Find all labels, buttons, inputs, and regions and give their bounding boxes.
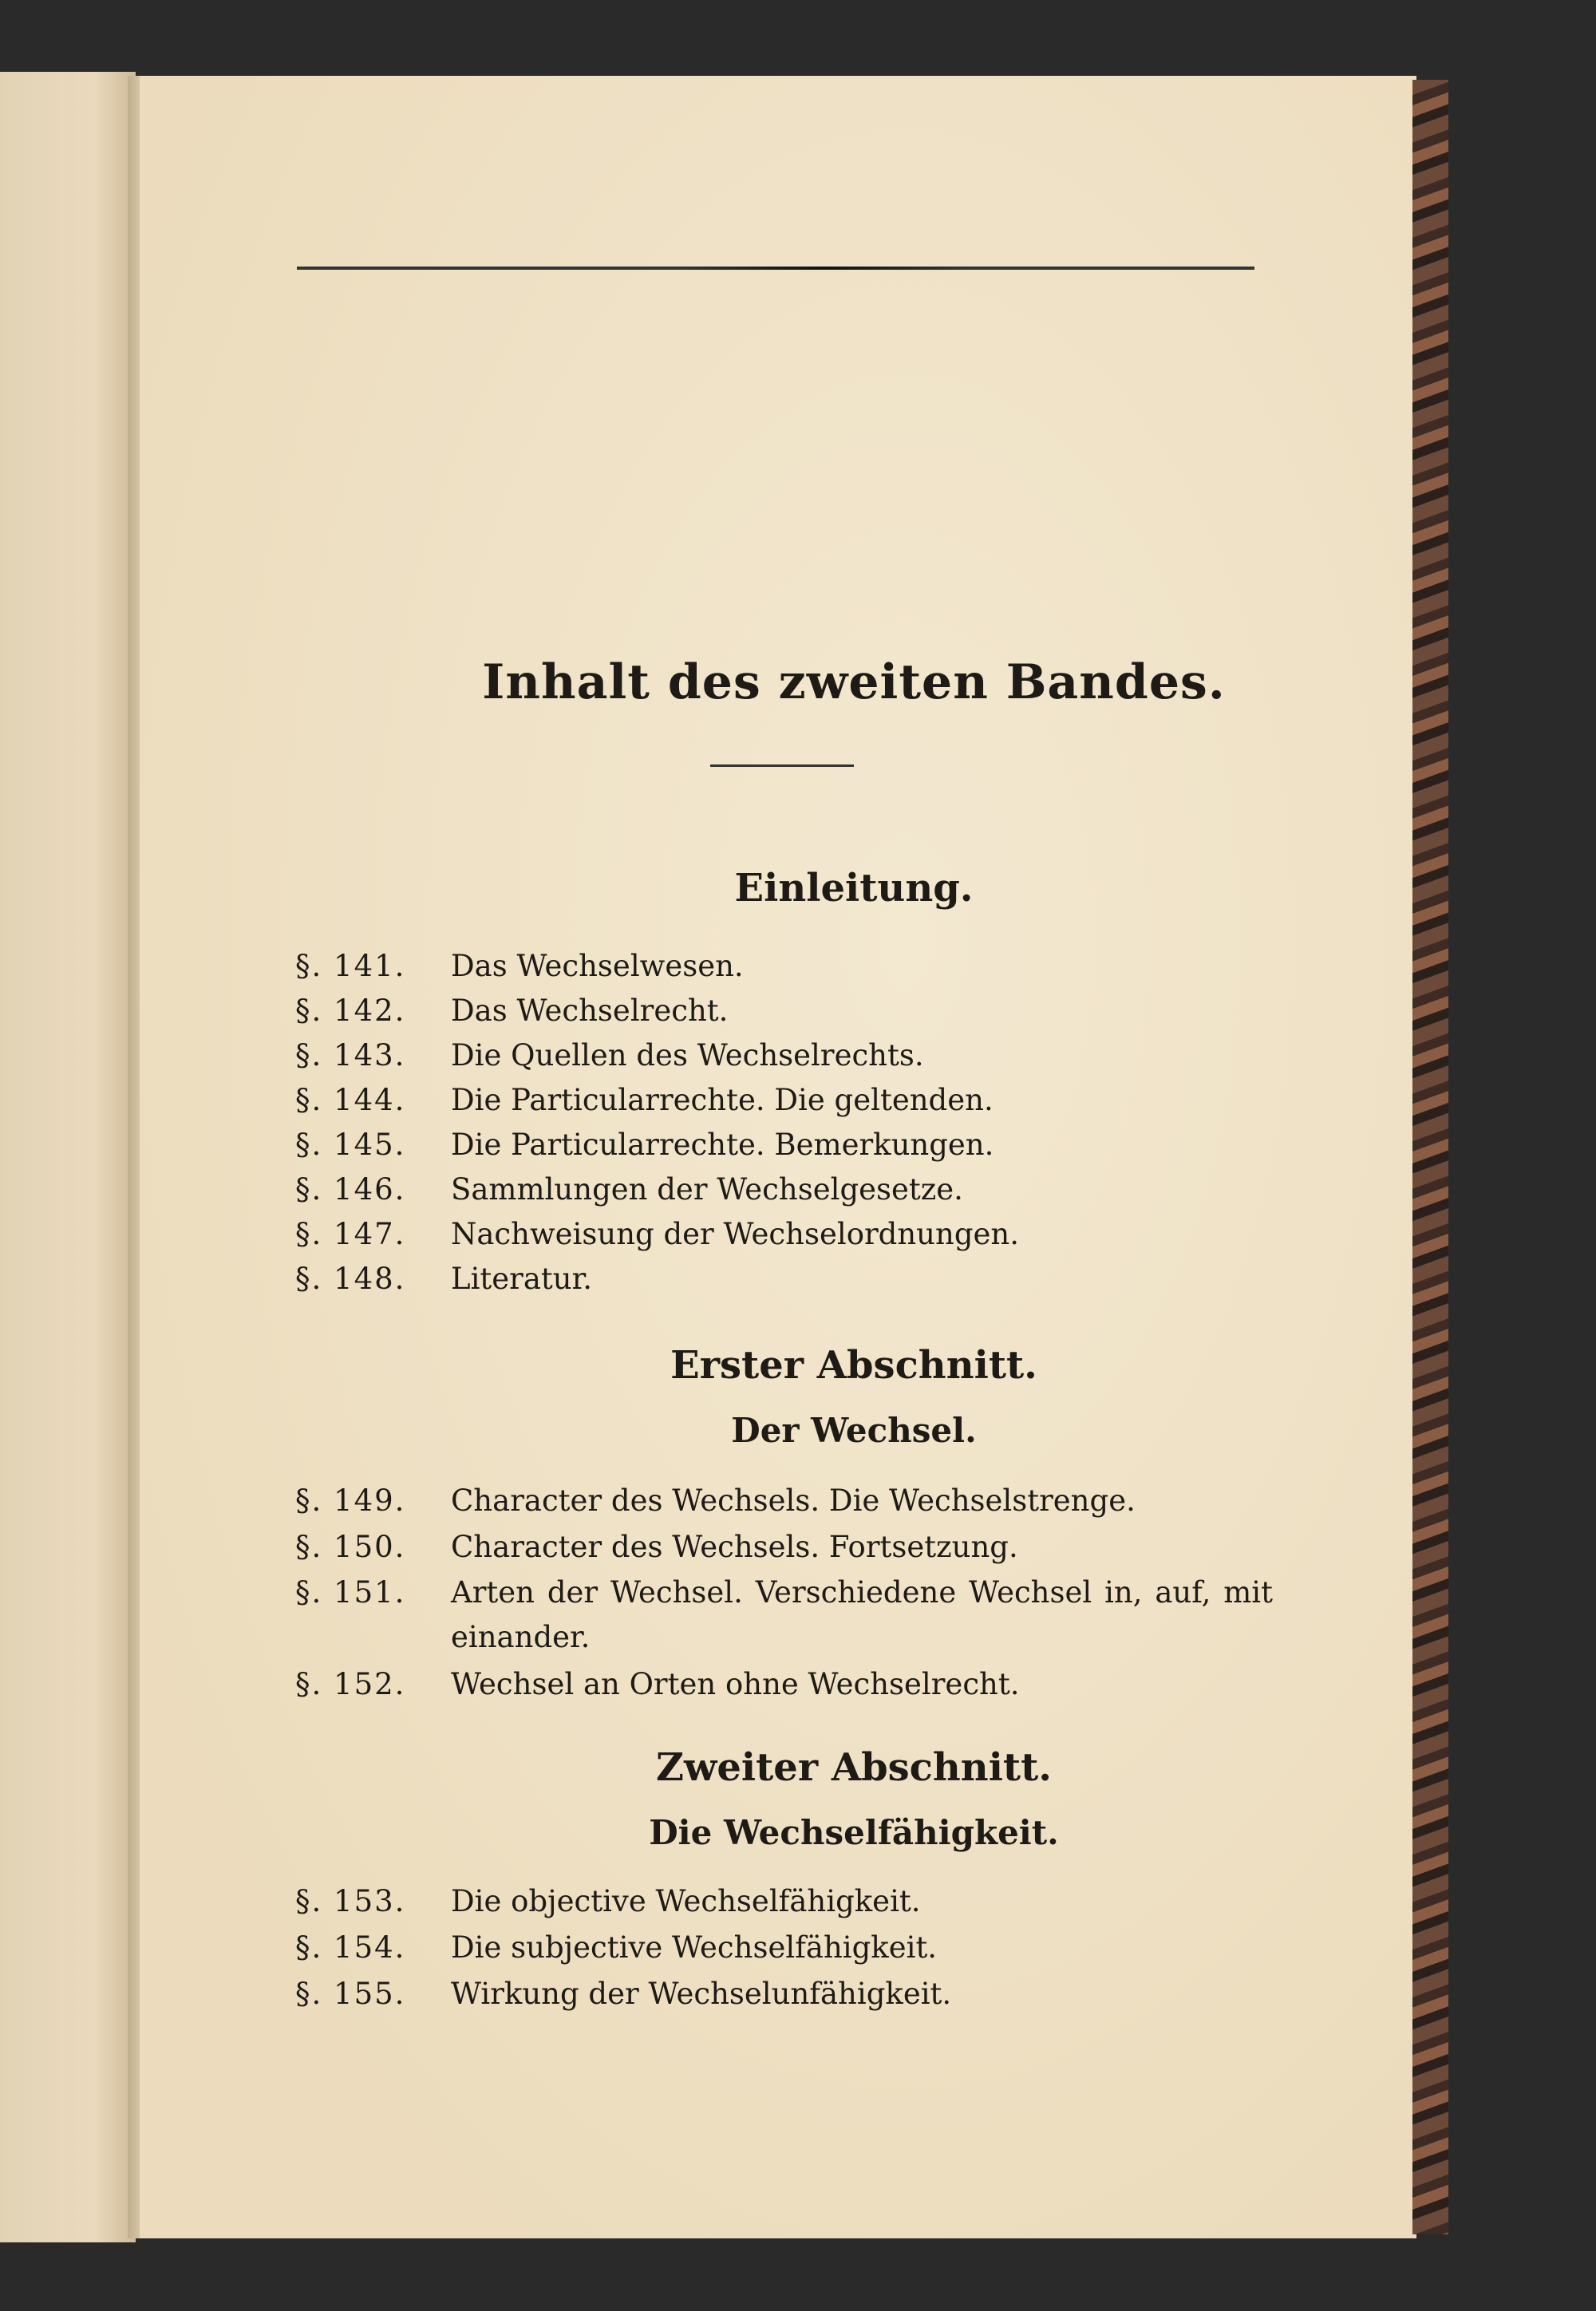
entry-number: §. 147. <box>295 1217 406 1251</box>
entry-number: §. 143. <box>295 1038 406 1073</box>
entry-text: Das Wechselwesen. <box>451 949 744 983</box>
entry-text: Character des Wechsels. Die Wechselstrenge. <box>451 1483 1136 1518</box>
page-title: Inhalt des zweiten Bandes. <box>482 654 1226 710</box>
entry-number: §. 149. <box>295 1483 406 1518</box>
entry-number: §. 153. <box>295 1884 406 1918</box>
entry-number: §. 144. <box>295 1083 406 1117</box>
entry-number: §. 142. <box>295 994 406 1028</box>
entry-number: §. 148. <box>295 1262 406 1296</box>
entry-number: §. 155. <box>295 1977 406 2011</box>
section-heading-zweiter-abschnitt: Zweiter Abschnitt. <box>656 1745 1052 1790</box>
section-subheading: Der Wechsel. <box>731 1411 977 1450</box>
entry-number: §. 141. <box>295 949 406 983</box>
section-heading-einleitung: Einleitung. <box>734 866 974 911</box>
entry-number: §. 154. <box>295 1930 406 1965</box>
entry-text: Arten der Wechsel. Verschiedene Wechsel in, auf, mit einander. <box>451 1575 1273 1654</box>
entry-number: §. 151. <box>295 1575 406 1610</box>
entry-number: §. 145. <box>295 1128 406 1162</box>
entry-text: Das Wechselrecht. <box>451 994 729 1028</box>
entry-text: Die subjective Wechselfähigkeit. <box>451 1930 938 1965</box>
entry-text: Character des Wechsels. Fortsetzung. <box>451 1530 1018 1564</box>
entry-text: Sammlungen der Wechselgesetze. <box>451 1172 963 1207</box>
table-of-contents <box>295 0 1293 2311</box>
entry-text: Wechsel an Orten ohne Wechselrecht. <box>451 1667 1020 1701</box>
entry-text: Die Quellen des Wechselrechts. <box>451 1038 924 1073</box>
entry-text: Die objective Wechselfähigkeit. <box>451 1884 921 1918</box>
entry-text: Nachweisung der Wechselordnungen. <box>451 1217 1019 1251</box>
entry-number: §. 146. <box>295 1172 406 1207</box>
entry-number: §. 152. <box>295 1667 406 1701</box>
entry-text: Literatur. <box>451 1262 592 1296</box>
title-rule <box>710 764 854 767</box>
entry-number: §. 150. <box>295 1530 406 1564</box>
entry-text: Die Particularrechte. Bemerkungen. <box>451 1128 994 1162</box>
section-heading-erster-abschnitt: Erster Abschnitt. <box>670 1343 1037 1388</box>
entry-text: Die Particularrechte. Die geltenden. <box>451 1083 994 1117</box>
section-subheading: Die Wechselfähigkeit. <box>649 1813 1059 1852</box>
left-page-edge <box>0 72 136 2242</box>
marbled-cover-edge <box>1412 80 1448 2234</box>
entry-text: Wirkung der Wechselunfähigkeit. <box>451 1977 952 2011</box>
